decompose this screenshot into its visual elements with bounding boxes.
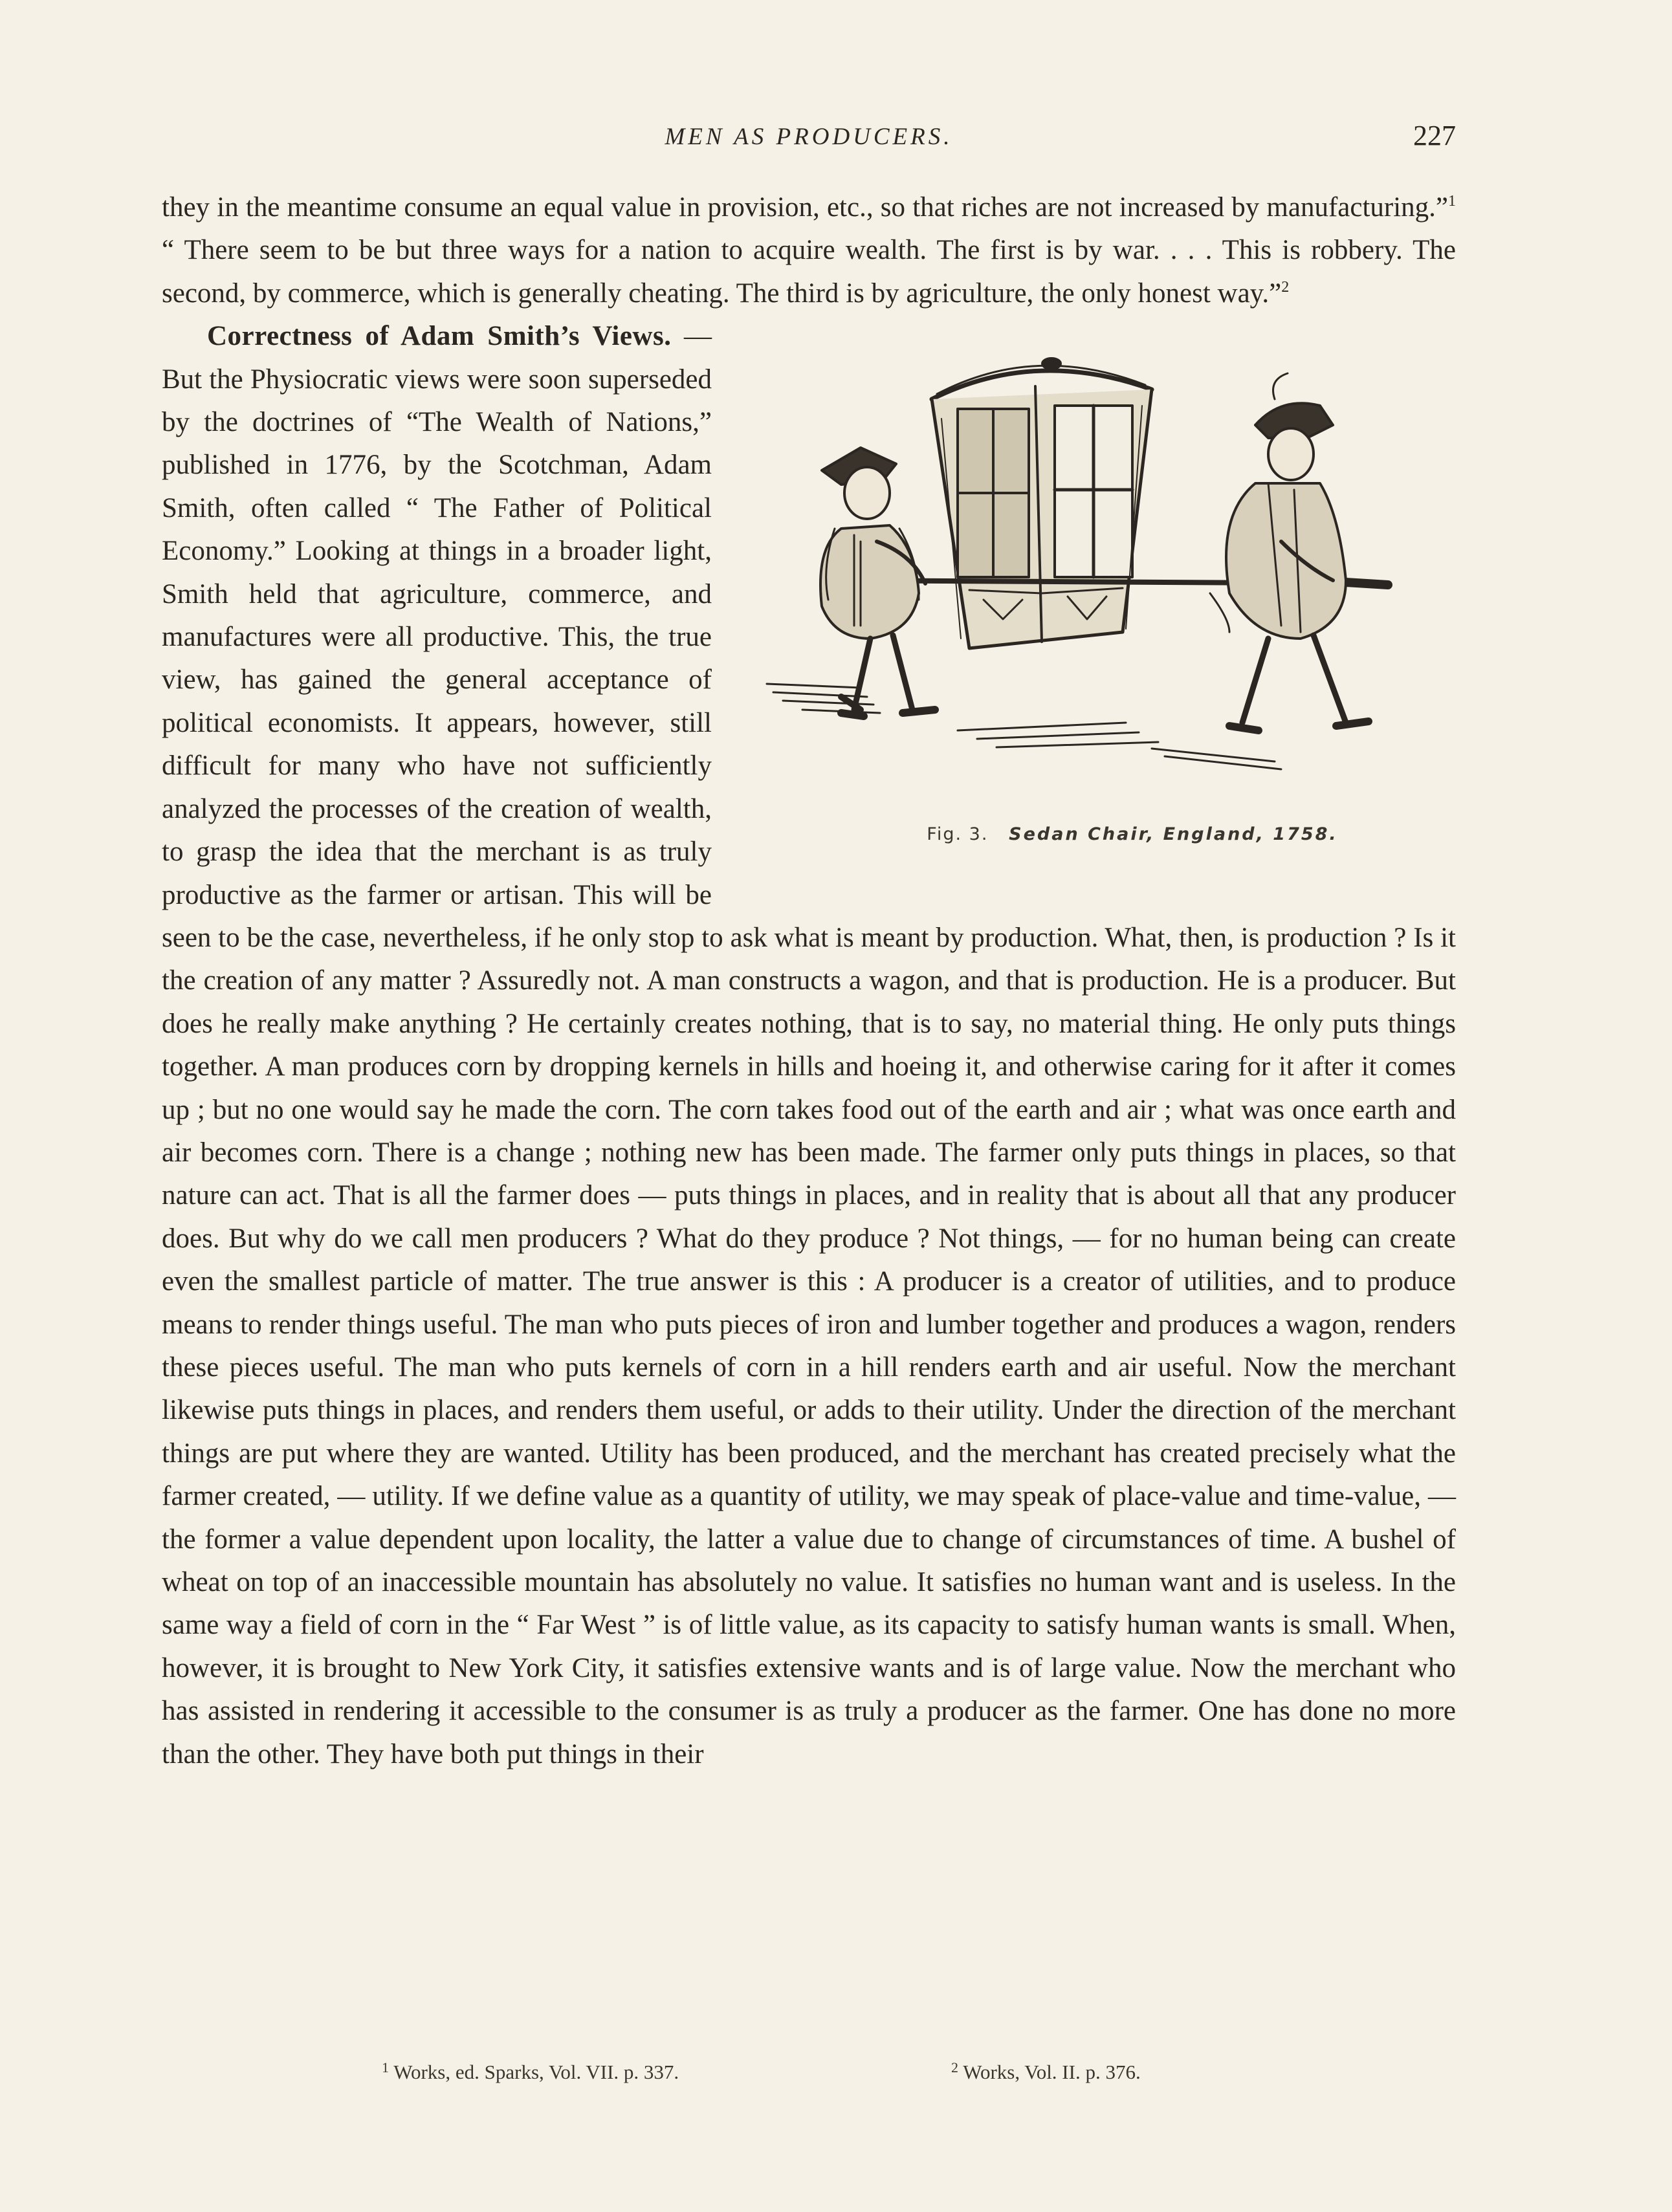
right-bearer	[1210, 373, 1369, 730]
running-head: MEN AS PRODUCERS.	[665, 124, 953, 150]
page-number: 227	[1413, 120, 1456, 151]
footnote-1-text: Works, ed. Sparks, Vol. VII. p. 337.	[393, 2061, 679, 2083]
footnote-1-mark: 1	[382, 2059, 389, 2075]
footnote-2	[951, 2059, 1141, 2084]
paragraph-1-text-b: “ There seem to be but three ways for a nation to acquire wealth. The first is by war. . . . This is robbery. The second, by commerce, which is generally cheating. The third is by agriculture, the only honest way.”	[162, 235, 1456, 309]
paragraph-1	[162, 186, 1456, 315]
footnote-2-text: Works, Vol. II. p. 376.	[963, 2061, 1141, 2083]
sedan-chair-box	[932, 358, 1152, 648]
paragraph-2	[162, 315, 1456, 1776]
figure-sedan-chair	[764, 315, 1456, 874]
footnote-ref-2: 2	[1281, 278, 1290, 296]
figure-caption	[764, 813, 1456, 856]
left-bearer	[820, 448, 935, 716]
page-header	[162, 120, 1456, 162]
figure-caption-title: Sedan Chair, England, 1758.	[1009, 824, 1338, 845]
footnote-ref-1: 1	[1448, 193, 1456, 210]
body-text	[162, 186, 1456, 1776]
section-heading: Correctness of Adam Smith’s Views.	[207, 321, 672, 352]
footnotes	[382, 2059, 1352, 2092]
paragraph-1-text-a: they in the meantime consume an equal value in provision, etc., so that riches are not increased by manufacturing.”	[162, 192, 1448, 223]
footnote-1	[382, 2059, 679, 2084]
figure-caption-label: Fig. 3.	[927, 824, 989, 845]
footnote-2-mark: 2	[951, 2059, 958, 2075]
paragraph-2-text: — But the Physiocratic views were soon superseded by the doctrines of “The Wealth of Nations,” published in 1776, by the Scotchman, Adam Smith, often called “ The Father of Political Economy.” Looking at things in a broader light, Smith held that agriculture, commerce, and manufactures were all productive. This, the true view, has gained the general acceptance of political economists. It appears, however, still difficult for many who have not sufficiently analyzed the processes of the creation of wealth, to grasp the idea that the merchant is as truly productive as the farmer or artisan. This will be seen to be the case, nevertheless, if he only stop to ask what is meant by production. What, then, is production ? Is it the creation of any matter ? Assuredly not. A man constructs a wagon, and that is production. He is a producer. But does he really make anything ? He certainly creates nothing, that is to say, no material thing. He only puts things together. A man produces corn by dropping kernels in hills and hoeing it, and otherwise caring for it after it comes up ; but no one would say he made the corn. The corn takes food out of the earth and air ; what was once earth and air becomes corn. There is a change ; nothing new has been made. The farmer only puts things in places, so that nature can act. That is all the farmer does — puts things in places, and in reality that is about all that any producer does. But why do we call men producers ? What do they produce ? Not things, — for no human being can create even the smallest particle of matter. The true answer is this : A producer is a creator of utilities, and to produce means to render things useful. The man who puts pieces of iron and lumber together and produces a wagon, renders these pieces useful. The man who puts kernels of corn in a hill renders earth and air useful. Now the merchant likewise puts things in places, and renders them useful, or adds to their utility. Under the direction of the merchant things are put where they are wanted. Utility has been produced, and the merchant has created precisely what the farmer created, — utility. If we define value as a quantity of utility, we may speak of place-value and time-value, — the former a value dependent upon locality, the latter a value due to change of circumstances of time. A bushel of wheat on top of an inaccessible mountain has absolutely no value. It satisfies no human want and is useless. In the same way a field of corn in the “ Far West ” is of little value, as its capacity to satisfy human wants is small. When, however, it is brought to New York City, it satisfies extensive wants and is of large value. Now the merchant who has assisted in rendering it accessible to the consumer is as truly a producer as the farmer. One has done no more than the other. They have both put things in their	[162, 321, 1456, 1769]
sedan-chair-illustration	[764, 334, 1456, 813]
ground-shadow	[767, 684, 1281, 769]
